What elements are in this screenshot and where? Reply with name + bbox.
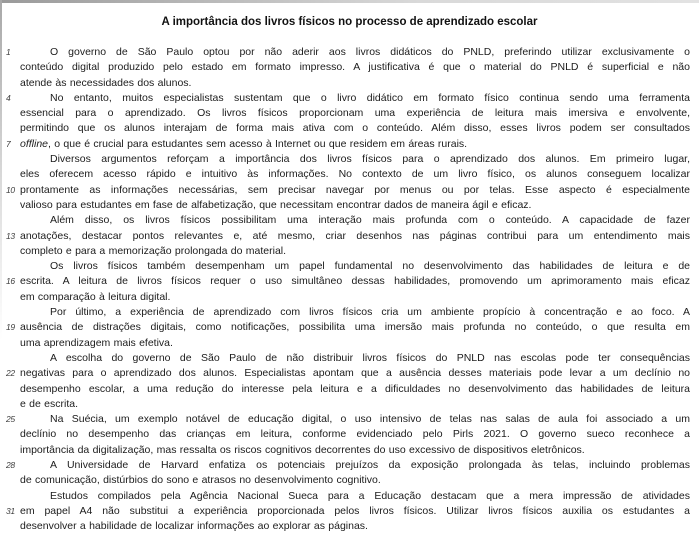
text-line (20, 519, 690, 534)
line-number: 10 (6, 184, 15, 195)
line-text: eles oferecem acesso rápido e intuitivo às informações. No contexto de um livro físico, os alunos conseguem localizar (20, 168, 690, 181)
text-line (20, 351, 690, 366)
text-line (6, 412, 690, 427)
text-line (20, 290, 690, 305)
line-number: 16 (6, 276, 15, 287)
text-line (20, 473, 690, 488)
document-body (6, 45, 690, 535)
line-number: 13 (6, 230, 15, 241)
line-text: declínio no desempenho das crianças em leitura, conforme evidenciado pelo Pirls 2021. O governo sueco reconhece a (20, 428, 690, 441)
line-text: e de escrita. (20, 397, 78, 410)
text-line (20, 397, 690, 412)
line-text: ausência de distrações digitais, como notificações, possibilita uma imersão mais profunda no conteúdo, o que resulta em (20, 321, 690, 334)
line-text: A Universidade de Harvard enfatiza os potenciais prejuízos da exposição prolongada às telas, incluindo problemas (50, 459, 690, 472)
line-text: anotações, destacar pontos relevantes e, até mesmo, criar desenhos nas páginas contribui para um entendimento mais (20, 229, 690, 242)
line-text: negativas para o aprendizado dos alunos. Especialistas apontam que a ausência desses materiais pode levar a um declínio no (20, 367, 690, 380)
text-line (6, 45, 690, 60)
line-text: em papel A4 não substitui a experiência proporcionada pelos livros físicos. Utilizar livros físicos auxilia os estudantes a (20, 504, 690, 517)
text-line (20, 167, 690, 182)
line-text: offline, o que é crucial para estudantes sem acesso à Internet ou que residem em áreas rurais. (20, 137, 468, 150)
text-line (6, 320, 690, 335)
line-number: 1 (6, 47, 11, 57)
line-text: escrita. A leitura de livros físicos requer o uso simultâneo dessas habilidades, promovendo um aprimoramento mais eficaz (20, 275, 690, 288)
text-line (20, 76, 690, 91)
line-text: Por último, a experiência de aprendizado com livros físicos cria um ambiente propício à concentração e ao foco. A (50, 306, 690, 319)
line-text: No entanto, muitos especialistas sustentam que o livro didático em formato físico continua sendo uma ferramenta (50, 91, 690, 104)
line-text: Além disso, os livros físicos possibilitam uma interação mais profunda com o conteúdo. A capacidade de fazer (50, 214, 690, 227)
text-line (6, 229, 690, 244)
text-line (6, 274, 690, 289)
line-text: permitindo que os alunos interajam de forma mais ativa com o conteúdo. Além disso, esses livros podem ser consultados (20, 122, 690, 135)
text-line (20, 427, 690, 442)
line-number: 28 (6, 460, 15, 471)
line-text: importância da digitalização, mas ressalta os riscos cognitivos decorrentes do uso excessivo de dispositivos eletrônicos. (20, 443, 585, 456)
line-number: 19 (6, 322, 15, 333)
line-text: desempenho escolar, a uma redução do interesse pela leitura e a dificuldades no desenvolvimento das habilidades de leitura (20, 382, 690, 395)
text-line (6, 91, 690, 106)
line-text: uma aprendizagem mais efetiva. (20, 336, 173, 349)
text-line (20, 213, 690, 228)
text-line (20, 106, 690, 121)
line-number: 7 (6, 138, 11, 149)
line-text: A escolha do governo de São Paulo de não distribuir livros físicos do PNLD nas escolas pode ter consequências (50, 351, 690, 364)
line-text: atende às necessidades dos alunos. (20, 76, 192, 89)
line-text: Na Suécia, um exemplo notável de educação digital, o uso intensivo de telas nas salas de aula foi associado a um (50, 413, 690, 426)
line-text: prontamente as informações necessárias, sem precisar navegar por menus ou por telas. Esse aspecto é especialmente (20, 183, 690, 196)
line-number: 25 (6, 414, 15, 425)
document-title: A importância dos livros físicos no processo de aprendizado escolar (161, 16, 538, 28)
text-line (20, 198, 690, 213)
text-line (20, 244, 690, 259)
line-number: 31 (6, 505, 15, 516)
page-left-edge (0, 0, 2, 340)
line-text: de comunicação, distúrbios do sono e atrasos no desenvolvimento cognitivo. (20, 474, 381, 487)
text-line (20, 443, 690, 458)
text-line (6, 137, 690, 152)
line-text: Estudos compilados pela Agência Nacional Sueca para a Educação destacam que a mera impressão de atividades (50, 489, 690, 502)
text-line (6, 458, 690, 473)
text-line (20, 489, 690, 504)
line-number: 4 (6, 92, 11, 103)
text-line (20, 305, 690, 320)
text-line (20, 152, 690, 167)
line-text: desenvolver a habilidade de localizar informações ao explorar as páginas. (20, 520, 368, 533)
text-line (20, 121, 690, 136)
line-text: conteúdo digital produzido pelo estado em formato impresso. A justificativa é que o material do PNLD é superficial e não (20, 61, 690, 74)
line-text: Diversos argumentos reforçam a importância dos livros físicos para o aprendizado dos alunos. Em primeiro lugar, (50, 153, 690, 166)
line-number: 22 (6, 368, 15, 379)
text-line (6, 366, 690, 381)
line-text: em comparação à leitura digital. (20, 290, 171, 303)
text-line (20, 259, 690, 274)
line-text: valioso para estudantes em fase de alfabetização, que necessitam encontrar dados de maneira ágil e eficaz. (20, 198, 532, 211)
text-line (6, 504, 690, 519)
text-line (20, 336, 690, 351)
text-line (6, 183, 690, 198)
line-text: Os livros físicos também desempenham um papel fundamental no desenvolvimento das habilidades de leitura e de (50, 260, 690, 273)
text-line (20, 382, 690, 397)
text-line (20, 60, 690, 75)
line-text: completo e para a memorização prolongada do material. (20, 244, 287, 257)
line-text: O governo de São Paulo optou por não aderir aos livros didáticos do PNLD, preferindo utilizar exclusivamente o (50, 46, 690, 58)
line-text: essencial para o aprendizado. Os livros físicos proporcionam uma experiência de leitura mais imersiva e envolvente, (20, 107, 690, 120)
page-top-edge (0, 0, 699, 3)
